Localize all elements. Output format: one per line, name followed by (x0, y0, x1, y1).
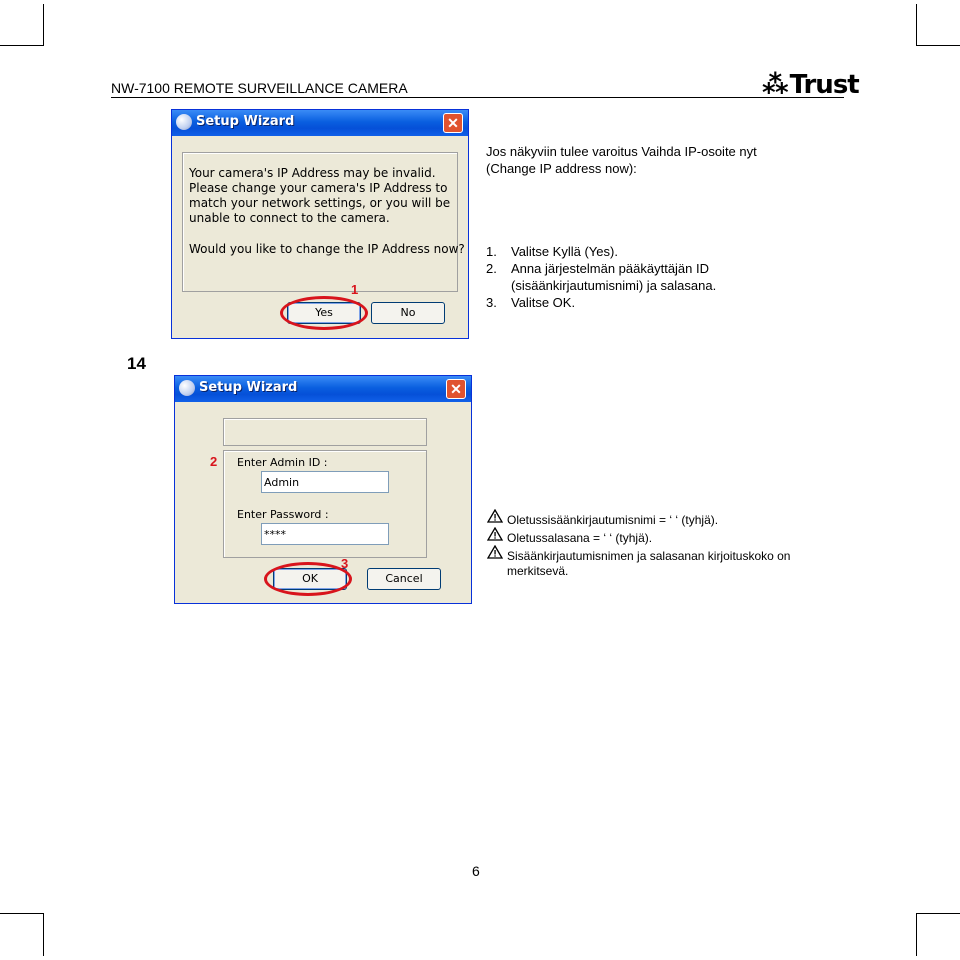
wizard-icon (176, 114, 192, 130)
ip-warning-dialog (171, 109, 469, 339)
instruction-step (486, 260, 709, 277)
message-line: Please change your camera's IP Address to (189, 181, 448, 195)
instruction-step (486, 294, 575, 311)
crop-mark-top-left-v (43, 4, 44, 46)
step-number: 3. (486, 295, 497, 310)
wizard-icon (179, 380, 195, 396)
step-text: Anna järjestelmän pääkäyttäjän ID (511, 261, 710, 276)
step-number: 1. (486, 244, 497, 259)
logo-text: Trust (789, 70, 859, 100)
crop-mark-bottom-right-v (916, 913, 917, 956)
password-field[interactable] (261, 523, 389, 545)
warning-icon (487, 527, 503, 541)
dialog-title: Setup Wizard (196, 114, 295, 129)
callout-number-2: 2 (210, 454, 218, 469)
default-username-note: Oletussisäänkirjautumisnimi = ‘ ‘ (tyhjä). (507, 513, 719, 527)
header-rule (111, 97, 844, 98)
top-panel (223, 418, 427, 446)
document-title: NW-7100 REMOTE SURVEILLANCE CAMERA (111, 80, 408, 96)
case-sensitive-note (507, 549, 790, 579)
password-label: Enter Password : (237, 508, 329, 521)
admin-id-field[interactable] (261, 471, 389, 493)
instruction-step (486, 243, 618, 260)
step-text: Valitse OK. (511, 295, 576, 310)
crop-mark-bottom-right-h (916, 913, 960, 914)
note-line: merkitsevä. (507, 564, 569, 578)
logo-mark-icon: ⁂ (762, 70, 788, 100)
intro-line: (Change IP address now): (486, 161, 637, 176)
message-line: match your network settings, or you will be (189, 196, 451, 210)
ip-warning-message (189, 166, 450, 226)
page-number: 6 (472, 863, 480, 879)
callout-number-3: 3 (341, 556, 349, 571)
message-line: Your camera's IP Address may be invalid. (189, 166, 436, 180)
crop-mark-top-right-v (916, 4, 917, 46)
brand-logo (762, 70, 859, 100)
section-number: 14 (127, 354, 146, 373)
no-button[interactable]: No (371, 302, 445, 324)
yes-button[interactable]: Yes (287, 302, 361, 324)
note-line: Sisäänkirjautumisnimen ja salasanan kirjoituskoko on (507, 549, 791, 563)
instruction-step (486, 277, 716, 294)
default-password-note: Oletussalasana = ‘ ‘ (tyhjä). (507, 531, 653, 545)
crop-mark-top-left-h (0, 45, 44, 46)
admin-login-dialog (174, 375, 472, 604)
step-text: Valitse Kyllä (Yes). (511, 244, 618, 259)
dialog-titlebar[interactable] (172, 110, 468, 136)
warning-icon (487, 545, 503, 559)
step-number: 2. (486, 261, 497, 276)
warning-icon (487, 509, 503, 523)
crop-mark-bottom-left-h (0, 913, 44, 914)
admin-id-label: Enter Admin ID : (237, 456, 328, 469)
callout-number-1: 1 (351, 282, 359, 297)
yes-highlight-ring (280, 296, 368, 330)
dialog-title: Setup Wizard (199, 380, 298, 395)
cancel-button[interactable]: Cancel (367, 568, 441, 590)
intro-line: Jos näkyviin tulee varoitus Vaihda IP-osoite nyt (486, 144, 757, 159)
ok-highlight-ring (264, 562, 352, 596)
close-icon[interactable]: ✕ (443, 113, 463, 133)
warning-intro (486, 143, 757, 177)
crop-mark-bottom-left-v (43, 913, 44, 956)
ok-button[interactable]: OK (273, 568, 347, 590)
message-line: unable to connect to the camera. (189, 211, 390, 225)
crop-mark-top-right-h (916, 45, 960, 46)
close-icon[interactable]: ✕ (446, 379, 466, 399)
step-text: (sisäänkirjautumisnimi) ja salasana. (511, 278, 717, 293)
dialog-titlebar[interactable] (175, 376, 471, 402)
change-ip-question: Would you like to change the IP Address now? (189, 242, 465, 256)
